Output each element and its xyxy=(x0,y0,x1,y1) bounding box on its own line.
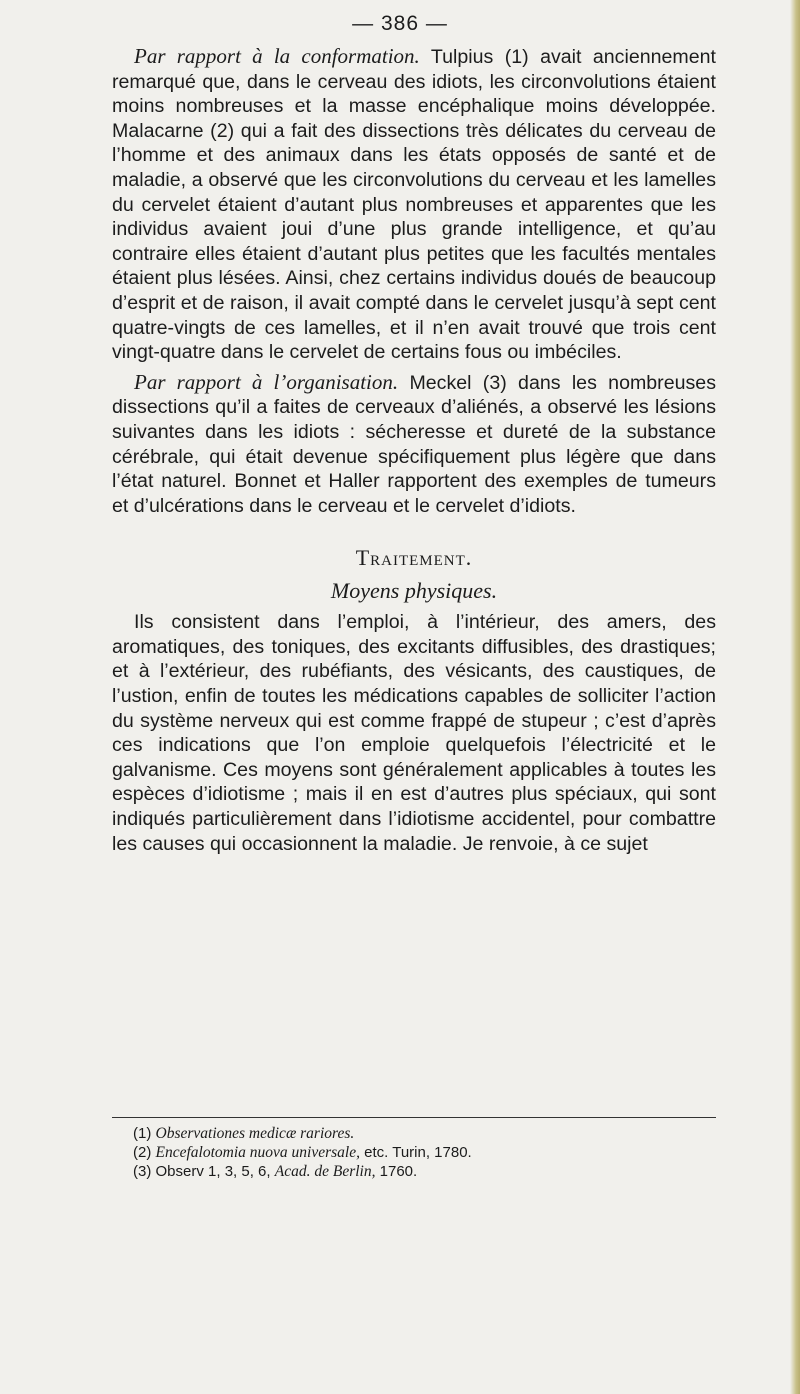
footnote-number: (1) xyxy=(133,1125,152,1142)
page-number: — 386 — xyxy=(352,12,448,35)
paragraph-body: Tulpius (1) avait anciennement remarqué que, dans le cerveau des idiots, les circonvolutions étaient moins nombreuses et la masse encéphalique moins développée. Malacarne (2) qui a fait des dissections très délicates du cerveau de l’homme et des animaux dans les états opposés de santé et de maladie, a observé que les circonvolutions du cerveau et les lamelles du cervelet étaient d’autant plus nombreuses et apparentes que les individus avaient joui d’une plus grande intelligence, et qu’au contraire elles étaient d’autant plus petites que les facultés mentales étaient plus lésées. Ainsi, chez certains individus doués de beaucoup d’esprit et de raison, il avait compté dans le cervelet jusqu’à sept cent quatre-vingts de ces lamelles, et il n’en avait trouvé que trois cent vingt-quatre dans le cervelet de certains fous ou imbéciles. xyxy=(112,46,716,364)
footnote-title: Encefalotomia nuova universale, xyxy=(155,1144,360,1161)
footnote-3 xyxy=(133,1162,716,1181)
footnote-rest: 1760. xyxy=(375,1163,418,1180)
footnote-pre: Observ 1, 3, 5, 6, xyxy=(151,1163,275,1180)
footnote-rest: etc. Turin, 1780. xyxy=(359,1144,472,1161)
footnote-number: (2) xyxy=(133,1144,152,1161)
footnote-title: Acad. de Berlin, xyxy=(274,1163,376,1180)
footnotes xyxy=(133,1124,716,1181)
page-edge xyxy=(790,0,800,1394)
footnote-number: (3) xyxy=(133,1163,152,1180)
footnote-rule xyxy=(112,1117,716,1118)
paragraph-body: Meckel (3) dans les nombreuses dissections qu’il a faites de cerveaux d’aliénés, a observé les lésions suivantes dans les idiots : sécheresse et dureté de la substance cérébrale, qui était devenue spécifiquement plus légère que dans l’état naturel. Bonnet et Haller rapportent des exemples de tumeurs et d’ulcérations dans le cerveau et le cervelet d’idiots. xyxy=(112,371,716,517)
footnote-title: Observationes medicæ rariores. xyxy=(155,1125,355,1142)
paragraph-organisation xyxy=(112,370,716,519)
paragraph-lead: Par rapport à la conformation. xyxy=(134,44,420,68)
paragraph-treatment: Ils consistent dans l’emploi, à l’intérieur, des amers, des aromatiques, des toniques, des excitants diffusibles, des drastiques; et à l’extérieur, des rubéfiants, des vésicants, des caustiques, de l’ustion, enfin de toutes les médications capables de solliciter l’action du système nerveux qui est comme frappé de stupeur ; c’est d’après ces indications que l’on emploie quelquefois l’électricité et le galvanisme. Ces moyens sont généralement applicables à toutes les espèces d’idiotisme ; mais il en est d’autres plus spéciaux, qui sont indiqués particulièrement dans l’idiotisme accidentel, pour combattre les causes qui occasionnent la maladie. Je renvoie, à ce sujet xyxy=(112,611,716,855)
footnote-1 xyxy=(133,1124,716,1143)
paragraph-lead: Par rapport à l’organisation. xyxy=(134,369,399,394)
section-subheading: Moyens physiques. xyxy=(330,578,498,604)
section-heading: Traitement. xyxy=(355,545,473,571)
footnote-2 xyxy=(133,1143,716,1162)
paragraph-conformation xyxy=(112,44,716,365)
body-text xyxy=(112,44,716,856)
